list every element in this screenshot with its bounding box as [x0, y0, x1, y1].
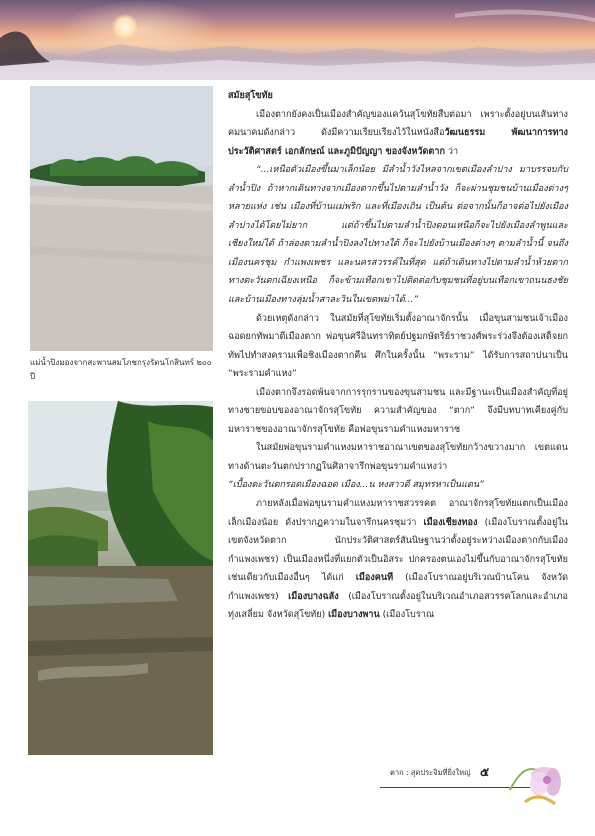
- river-scene: [30, 86, 213, 351]
- city-chiang-thong: เมืองเชียงทอง: [423, 517, 478, 528]
- quote-2: “เบื้องตะวันตกรอดเมืองฉอด เมือง...น หงสาวดี สมุทรหาเป็นแดน”: [228, 480, 484, 491]
- article-body: [228, 87, 568, 625]
- paragraph-1: เมืองตากยังคงเป็นเมืองสำคัญของแคว้นสุโขทัยสืบต่อมา เพราะตั้งอยู่บนเส้นทางคมนาคมดังกล่าว ดังมีความเรียบเรียงไว้ในหนังสือวัฒนธรรม พัฒนาการทางประวัติศาสตร์ เอกลักษณ์ และภูมิปัญญา ของจังหวัดตาก ว่า: [228, 109, 568, 157]
- header-banner: [0, 0, 595, 80]
- orchid-flower-icon: [505, 750, 575, 810]
- quote-1: “...เหนือตัวเมืองขึ้นมาเล็กน้อย มีลำน้ำวังไหลจากเขตเมืองลำปาง มาบรรจบกับลำน้ำปิง ถ้าหากเดินทางจากเมืองตากขึ้นไปตามลำน้ำวัง ก็จะผ่านชุมชนบ้านเมืองต่างๆ หลายแห่ง เช่น เมืองที่บ้านแม่พริก และที่เมืองเถิน เป็นต้น ต่อจากนั้นก็อาจต่อไปยังเมืองลำปางได้โดยไม่ยาก แต่ถ้าขึ้นไปตามลำน้ำปิงตอนเหนือก็จะไปยังเมืองลำพูนและเชียงใหม่ได้ ถ้าล่องตามลำน้ำปิงลงไปทางใต้ ก็จะไปยังบ้านเมืองต่างๆ ตามลำน้ำนี้ จนถึงเมืองนครชุม กำแพงเพชร และนครสวรรค์ในที่สุด แต่ถ้าเดินทางไปตามลำน้ำห้วยตากทางตะวันตกเฉียงเหนือ ก็จะข้ามเทือกเขาไปติดต่อกับชุมชนที่อยู่บนเทือกเขาถนนธงชัย และบ้านเมืองทางลุ่มน้ำสาละวินในเขตพม่าได้...”: [228, 165, 568, 306]
- page-number: ๕: [480, 765, 490, 779]
- paragraph-5: ภายหลังเมื่อพ่อขุนรามคำแหงมหาราชสวรรคต อาณาจักรสุโขทัยแตกเป็นเมืองเล็กเมืองน้อย ดังปรากฏความในจารึกนครชุมว่า เมืองเชียงทอง (เมืองโบราณตั้งอยู่ในเขตจังหวัดตาก นักประวัติศาสตร์สันนิษฐานว่าตั้งอยู่ระหว่างเมืองตากกับเมืองกำแพงเพชร) เป็นเมืองหนึ่งที่แยกตัวเป็นอิสระ ปกครองตนเองไม่ขึ้นกับอาณาจักรสุโขทัย เช่นเดียวกับเมืองอื่นๆ ได้แก่ เมืองคนที (เมืองโบราณอยู่บริเวณบ้านโคน จังหวัดกำแพงเพชร) เมืองบางฉลัง (เมืองโบราณตั้งอยู่ในบริเวณอำเภอสวรรคโลกและอำเภอทุ่งเสลี่ยม จังหวัดสุโขทัย) เมืองบางพาน (เมืองโบราณ: [228, 499, 568, 621]
- city-bang-chalang: เมืองบางฉลัง: [288, 591, 339, 602]
- forest-river-scene: [28, 401, 213, 755]
- footer-title: ตาก : สุดประจิมที่ยิ่งใหญ่: [390, 768, 471, 777]
- paragraph-3: เมืองตากจึงรอดพ้นจากการรุกรานของขุนสามชน และมีฐานะเป็นเมืองสำคัญที่อยู่ทางชายขอบของอาณาจักรสุโขทัย ความสำคัญของ “ตาก” จึงมีบทบาทเคียงคู่กับมหาราชของอาณาจักรสุโขทัย คือพ่อขุนรามคำแหงมหาราช: [228, 387, 568, 435]
- city-khonthi: เมืองคนที: [355, 573, 394, 584]
- book-title: วัฒนธรรม พัฒนาการทางประวัติศาสตร์ เอกลักษณ์ และภูมิปัญญา ของจังหวัดตาก: [228, 128, 568, 157]
- mountain-silhouette: [0, 0, 595, 80]
- paragraph-2: ด้วยเหตุดังกล่าว ในสมัยที่สุโขทัยเริ่มตั้งอาณาจักรนั้น เมื่อขุนสามชนเจ้าเมืองฉอดยกทัพมาตีเมืองตาก พ่อขุนศรีอินทราทิตย์ปฐมกษัตริย์ราชวงศ์พระร่วงจึงต้องเสด็จยกทัพไปทำสงครามเพื่อชิงเมืองตากคืน ศึกในครั้งนั้น “พระราม” ได้รับการสถาปนาเป็น “พระรามคำแหง”: [228, 313, 568, 380]
- river-photo-ping: [30, 86, 213, 351]
- photo-caption: แม่น้ำปิงมองจากสะพานสมโภชกรุงรัตนโกสินทร์ ๒๐๐ ปี: [30, 358, 212, 381]
- section-heading: สมัยสุโขทัย: [228, 91, 273, 101]
- paragraph-4: ในสมัยพ่อขุนรามคำแหงมหาราชอาณาเขตของสุโขทัยกว้างขวางมาก เขตแดนทางด้านตะวันตกปรากฏในศิลาจารึกพ่อขุนรามคำแหงว่า: [228, 443, 568, 472]
- city-bang-phan: เมืองบางพาน: [328, 610, 380, 621]
- river-photo-forest: [28, 401, 213, 755]
